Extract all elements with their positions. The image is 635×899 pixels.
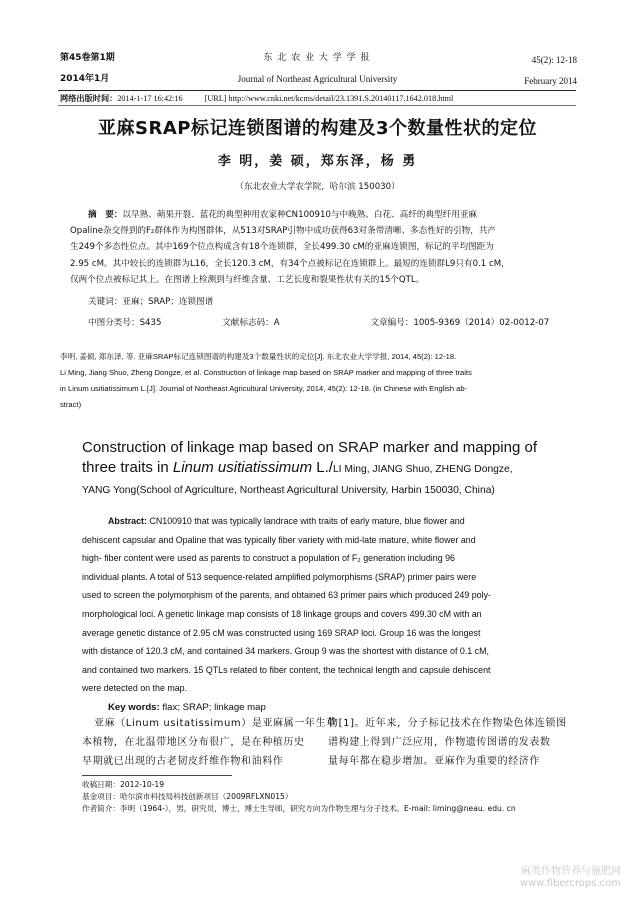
keywords-zh: 关键词：亚麻；SRAP；连锁图谱	[88, 297, 214, 307]
watermark-line: www.fibercrops.com	[519, 878, 621, 889]
authors-zh: 李 明，姜 硕，郑东泽，杨 勇	[217, 154, 418, 169]
citation-en: in Linum usitiatissimum L.[J]. Journal of Northeast Agricultural University, 2014, 45(2): 12-18. (in Chinese with English ab-	[60, 384, 468, 393]
abstract-en-line: used to screen the polymorphism of the parents, and obtained 63 primer pairs which produced 249 poly-	[82, 590, 491, 601]
body-line: 物[1]。近年来，分子标记技术在作物染色体连锁图	[328, 718, 567, 729]
footnote	[82, 779, 552, 815]
affiliation-en: YANG Yong(School of Agriculture, Northeast Agricultural University, Harbin 150030, China)	[82, 485, 495, 496]
body-column-left	[82, 714, 337, 771]
doc-code-label: 文献标志码：	[222, 318, 274, 328]
watermark-line: 麻类作物营养与施肥网	[521, 866, 621, 877]
journal-name-zh: 东 北 农 业 大 学 学 报	[263, 53, 371, 63]
abstract-zh	[70, 207, 568, 288]
page-title: 亚麻SRAP标记连锁图谱的构建及3个数量性状的定位	[98, 118, 537, 139]
keywords-en-label: Key words:	[108, 701, 160, 713]
article-number: 1005-9369（2014）02-0012-07	[413, 318, 550, 328]
online-rule	[58, 105, 576, 106]
abstract-en-line: and contained two markers. 15 QTLs related to fiber content, the technical length and capsule dehiscent	[82, 664, 491, 675]
authors-en: LI Ming, JIANG Shuo, ZHENG Dongze,	[332, 464, 513, 475]
abstract-zh-line: 生249个多态性位点。其中169个位点构成含有18个连锁群，全长499.30 cM的亚麻连锁图，标记的平均图距为	[70, 242, 494, 253]
online-label: 网络出版时间：	[60, 93, 118, 103]
online-time: 2014-1-17 16:42:16	[117, 94, 183, 103]
keywords-en: flax; SRAP; linkage map	[159, 701, 266, 713]
abstract-zh-line: 以早熟、蒴果开裂、蓝花的典型种用农家种CN100910与中晚熟、白花、高纤的典型纤用亚麻	[122, 210, 478, 220]
citation	[60, 349, 580, 413]
watermark	[520, 866, 621, 890]
abstract-en-line: average genetic distance of 2.95 cM was constructed using 169 SRAP loci. Group 16 was the longest	[82, 627, 481, 638]
title-en	[82, 438, 582, 501]
header-rule	[58, 90, 576, 91]
citation-en: Li Ming, Jiang Shuo, Zheng Dongze, et al. Construction of linkage map based on SRAP marker and mapping of three traits	[60, 368, 472, 377]
article-number-label: 文章编号：	[370, 318, 414, 328]
citation-en: stract)	[60, 400, 82, 409]
abstract-zh-label: 摘 要：	[88, 210, 123, 220]
body-line: 本植物，在北温带地区分布很广，是在种植历史	[82, 737, 305, 748]
body-line: 早期就已出现的古老韧皮纤维作物和油料作	[82, 756, 284, 767]
doc-code: A	[273, 318, 280, 328]
online-publication-line	[60, 93, 453, 104]
online-url[interactable]: [URL] http://www.cnki.net/kcms/detail/23.1391.S.20140117.1642.018.html	[204, 94, 454, 103]
fund-info: 基金项目：哈尔滨市科技局科技创新项目（2009RFLXN015）	[82, 792, 293, 801]
received-date: 收稿日期：2012-10-19	[82, 780, 165, 789]
abstract-en-line: morphological loci. A genetic linkage map consists of 18 linkage groups and covers 499.30 cM with an	[82, 608, 482, 619]
body-column-right	[328, 714, 574, 771]
abstract-en-line: dehiscent capsular and Opaline that was typically fiber variety with mid-late mature, white flower and	[82, 534, 476, 545]
body-line: 亚麻（Linum usitatissimum）是亚麻属一年生草	[94, 718, 337, 729]
species-name: Linum usitiatissimum	[172, 459, 313, 476]
issue-date-zh: 2014年1月	[60, 74, 110, 84]
footnote-rule	[82, 775, 232, 776]
abstract-zh-line: 仅两个位点被标记其上。在图谱上检测到与纤维含量、工艺长度和裂果性状有关的15个QTL。	[70, 274, 425, 285]
abstract-en-line: individual plants. A total of 513 sequence-related amplified polymorphisms (SRAP) primer pairs were	[82, 571, 477, 582]
clc-code: S435	[139, 318, 162, 328]
title-en-line: Construction of linkage map based on SRAP marker and mapping of	[82, 439, 537, 456]
abstract-en-line: high- fiber content were used as parents to construct a population of F₂ generation including 96	[82, 553, 455, 564]
affiliation-zh: （东北农业大学农学院，哈尔滨 150030）	[235, 182, 400, 192]
citation-zh: 李明, 姜硕, 郑东泽, 等. 亚麻SRAP标记连锁图谱的构建及3个数量性状的定位[J]. 东北农业大学学报, 2014, 45(2): 12-18.	[60, 352, 457, 361]
journal-name-en: Journal of Northeast Agricultural University	[237, 74, 398, 84]
abstract-zh-line: 2.95 cM。其中较长的连锁群为L16，全长120.3 cM，有34个点被标记在连锁群上。最短的连锁群L9只有0.1 cM，	[70, 258, 510, 269]
abstract-zh-line: Opaline杂交得到的F₂群体作为构图群体，从513对SRAP引物中成功获得63对条带清晰、多态性好的引物，共产	[70, 226, 497, 237]
title-en-text: three traits in	[82, 459, 173, 476]
classification-line	[88, 316, 549, 328]
clc-label: 中图分类号：	[88, 318, 140, 328]
page-range: 45(2): 12-18	[531, 55, 577, 65]
abstract-en-line: were detected on the map.	[82, 683, 188, 694]
author-info: 作者简介：李明（1964-），男，研究员，博士，博士生导师，研究方向为作物生理与分子技术。E-mail: liming@neau. edu. cn	[82, 804, 516, 813]
issue-date-en: February 2014	[524, 76, 577, 86]
abstract-en-line: with distance of 120.3 cM, and contained 34 markers. Group 9 was the shortest with distance of 0.1 cM,	[82, 646, 489, 657]
abstract-en-line: CN100910 that was typically landrace with traits of early mature, blue flower and	[146, 516, 465, 526]
body-line: 谱构建上得到广泛应用，作物遗传图谱的发表数	[328, 737, 551, 748]
body-line: 量每年都在稳步增加。亚麻作为重要的经济作	[328, 756, 540, 767]
volume-issue: 第45卷第1期	[60, 53, 115, 63]
abstract-en	[82, 512, 554, 718]
abstract-en-label: Abstract:	[108, 516, 147, 526]
title-en-text: L./	[312, 459, 333, 476]
